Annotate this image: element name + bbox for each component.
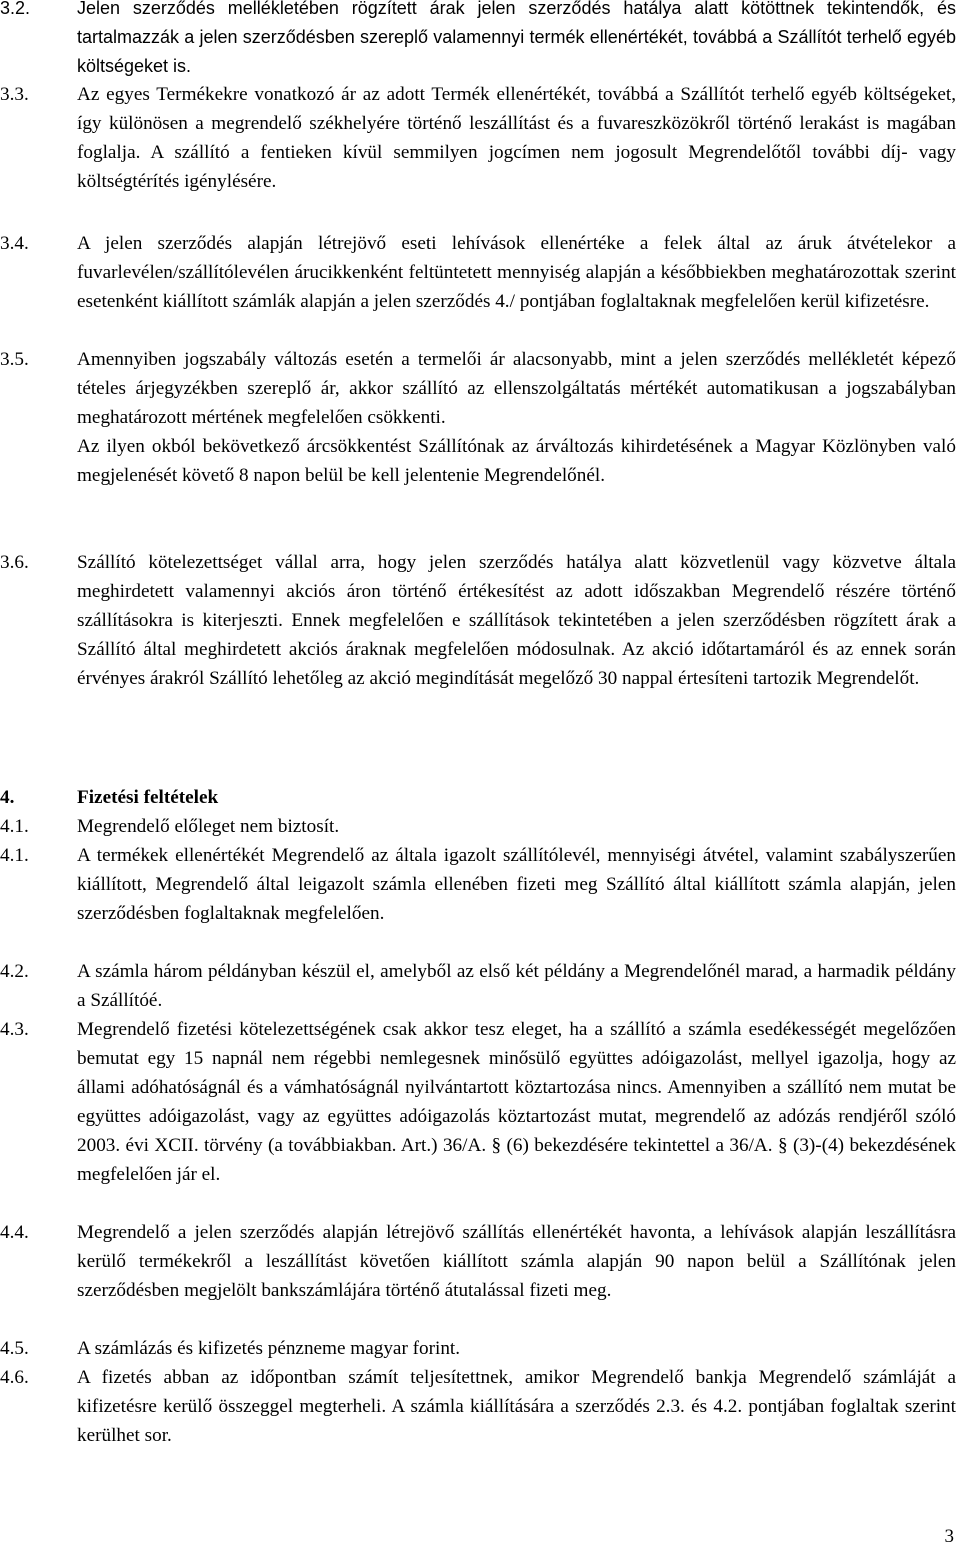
clause-4-1-a	[0, 812, 956, 841]
clause-number: 4.1.	[0, 845, 29, 866]
clause-3-2	[0, 0, 956, 81]
clause-number: 3.4.	[0, 233, 29, 254]
clause-text: Amennyiben jogszabály változás esetén a termelői ár alacsonyabb, mint a jelen szerződés mellékletét képező tételes árjegyzékben szereplő ár, akkor szállító az ellenszolgáltatás mértékét automatikusan a jogszabályban meghatározott mértének megfelelően csökkenti.	[77, 349, 956, 428]
clause-3-6	[0, 548, 956, 693]
clause-text: Szállító kötelezettséget vállal arra, hogy jelen szerződés hatálya alatt közvetlenül vagy közvetve általa meghirdetett valamennyi akciós áron történő értékesítést az adott időszakban Megrendelő részére történő szállításokra is kiterjeszti. Ennek megfelelően e szállítások tekintetében a jelen szerződésben rögzített árak a Szállító által meghirdetett akciós áraknak megfelelően módosulnak. Az akció időtartamáról és az ennek során érvényes árakról Szállító lehetőleg az akció megindítását megelőző 30 nappal értesíteni tartozik Megrendelőt.	[77, 552, 956, 689]
clause-number: 4.1.	[0, 816, 29, 837]
clause-text: A számlázás és kifizetés pénzneme magyar forint.	[77, 1338, 461, 1359]
clause-text: Jelen szerződés mellékletében rögzített árak jelen szerződés hatálya alatt kötöttnek tekintendők, és tartalmazzák a jelen szerződésben szereplő valamennyi termék ellenértékét, továbbá a Szállítót terhelő egyéb költségeket is.	[77, 0, 956, 76]
clause-text: A termékek ellenértékét Megrendelő az általa igazolt szállítólevél, mennyiségi átvétel, valamint szabályszerűen kiállított, Megrendelő által leigazolt számla ellenében fizeti meg Szállító által kiállított számla alapján, jelen szerződésben foglaltaknak megfelelően.	[77, 845, 956, 924]
section-number: 4.	[0, 787, 15, 808]
clause-number: 4.5.	[0, 1338, 29, 1359]
clause-number: 3.3.	[0, 84, 29, 105]
clause-4-5	[0, 1334, 956, 1363]
section-heading-4	[0, 783, 956, 812]
clause-number: 4.6.	[0, 1367, 29, 1388]
clause-3-3	[0, 80, 956, 196]
page-number: 3	[944, 1526, 954, 1547]
clause-text: Az egyes Termékekre vonatkozó ár az adott Termék ellenértékét, továbbá a Szállítót terhelő egyéb költségeket, így különösen a megrendelő székhelyére történő leszállítást és a fuvareszközökről történő lerakást is magában foglalja. A szállító a fentieken kívül semmilyen jogcímen nem jogosult Megrendelőtől további díj- vagy költségtérítés igénylésére.	[77, 84, 956, 192]
clause-4-4	[0, 1218, 956, 1305]
clause-3-4	[0, 229, 956, 316]
clause-3-5	[0, 345, 956, 490]
clause-number: 3.2.	[0, 0, 31, 18]
section-title: Fizetési feltételek	[77, 787, 219, 808]
clause-number: 3.6.	[0, 552, 29, 573]
clause-text: Megrendelő a jelen szerződés alapján létrejövő szállítás ellenértékét havonta, a lehívások alapján leszállításra kerülő termékekről a leszállítást követően kiállított számla alapján 90 napon belül a Szállítónak jelen szerződésben megjelölt bankszámlájára történő átutalással fizeti meg.	[77, 1222, 956, 1301]
clause-text: Az ilyen okból bekövetkező árcsökkentést Szállítónak az árváltozás kihirdetésének a Magyar Közlönyben való megjelenését követő 8 napon belül be kell jelentenie Megrendelőnél.	[77, 436, 956, 486]
clause-4-2	[0, 957, 956, 1015]
clause-text: Megrendelő előleget nem biztosít.	[77, 816, 340, 837]
clause-text: A számla három példányban készül el, amelyből az első két példány a Megrendelőnél marad, a harmadik példány a Szállítóé.	[77, 961, 956, 1011]
clause-number: 4.3.	[0, 1019, 29, 1040]
clause-text: A jelen szerződés alapján létrejövő eseti lehívások ellenértéke a felek által az áruk átvételekor a fuvarlevélen/szállítólevélen árucikkenként feltüntetett mennyiség alapján a későbbiekben meghatározottak szerint esetenként kiállított számlák alapján a jelen szerződés 4./ pontjában foglaltaknak megfelelően kerül kifizetésre.	[77, 233, 956, 312]
clause-number: 3.5.	[0, 349, 29, 370]
clause-text: A fizetés abban az időpontban számít teljesítettnek, amikor Megrendelő bankja Megrendelő számláját a kifizetésre kerülő összeggel megterheli. A számla kiállítására a szerződés 2.3. és 4.2. pontjában foglaltak szerint kerülhet sor.	[77, 1367, 956, 1446]
clause-number: 4.2.	[0, 961, 29, 982]
clause-4-3	[0, 1015, 956, 1189]
clause-number: 4.4.	[0, 1222, 29, 1243]
clause-4-1-b	[0, 841, 956, 928]
clause-4-6	[0, 1363, 956, 1450]
clause-text: Megrendelő fizetési kötelezettségének csak akkor tesz eleget, ha a szállító a számla esedékességét megelőzően bemutat egy 15 napnál nem régebbi nemlegesnek minősülő együttes adóigazolást, mellyel igazolja, hogy az állami adóhatóságnál és a vámhatóságnál nyilvántartott köztartozása nincs. Amennyiben a szállító nem mutat be együttes adóigazolást, vagy az együttes adóigazolás köztartozást mutat, megrendelő az adózás rendjéről szóló 2003. évi XCII. törvény (a továbbiakban. Art.) 36/A. § (6) bekezdésére tekintettel a 36/A. § (3)-(4) bekezdésének megfelelően jár el.	[77, 1019, 956, 1185]
